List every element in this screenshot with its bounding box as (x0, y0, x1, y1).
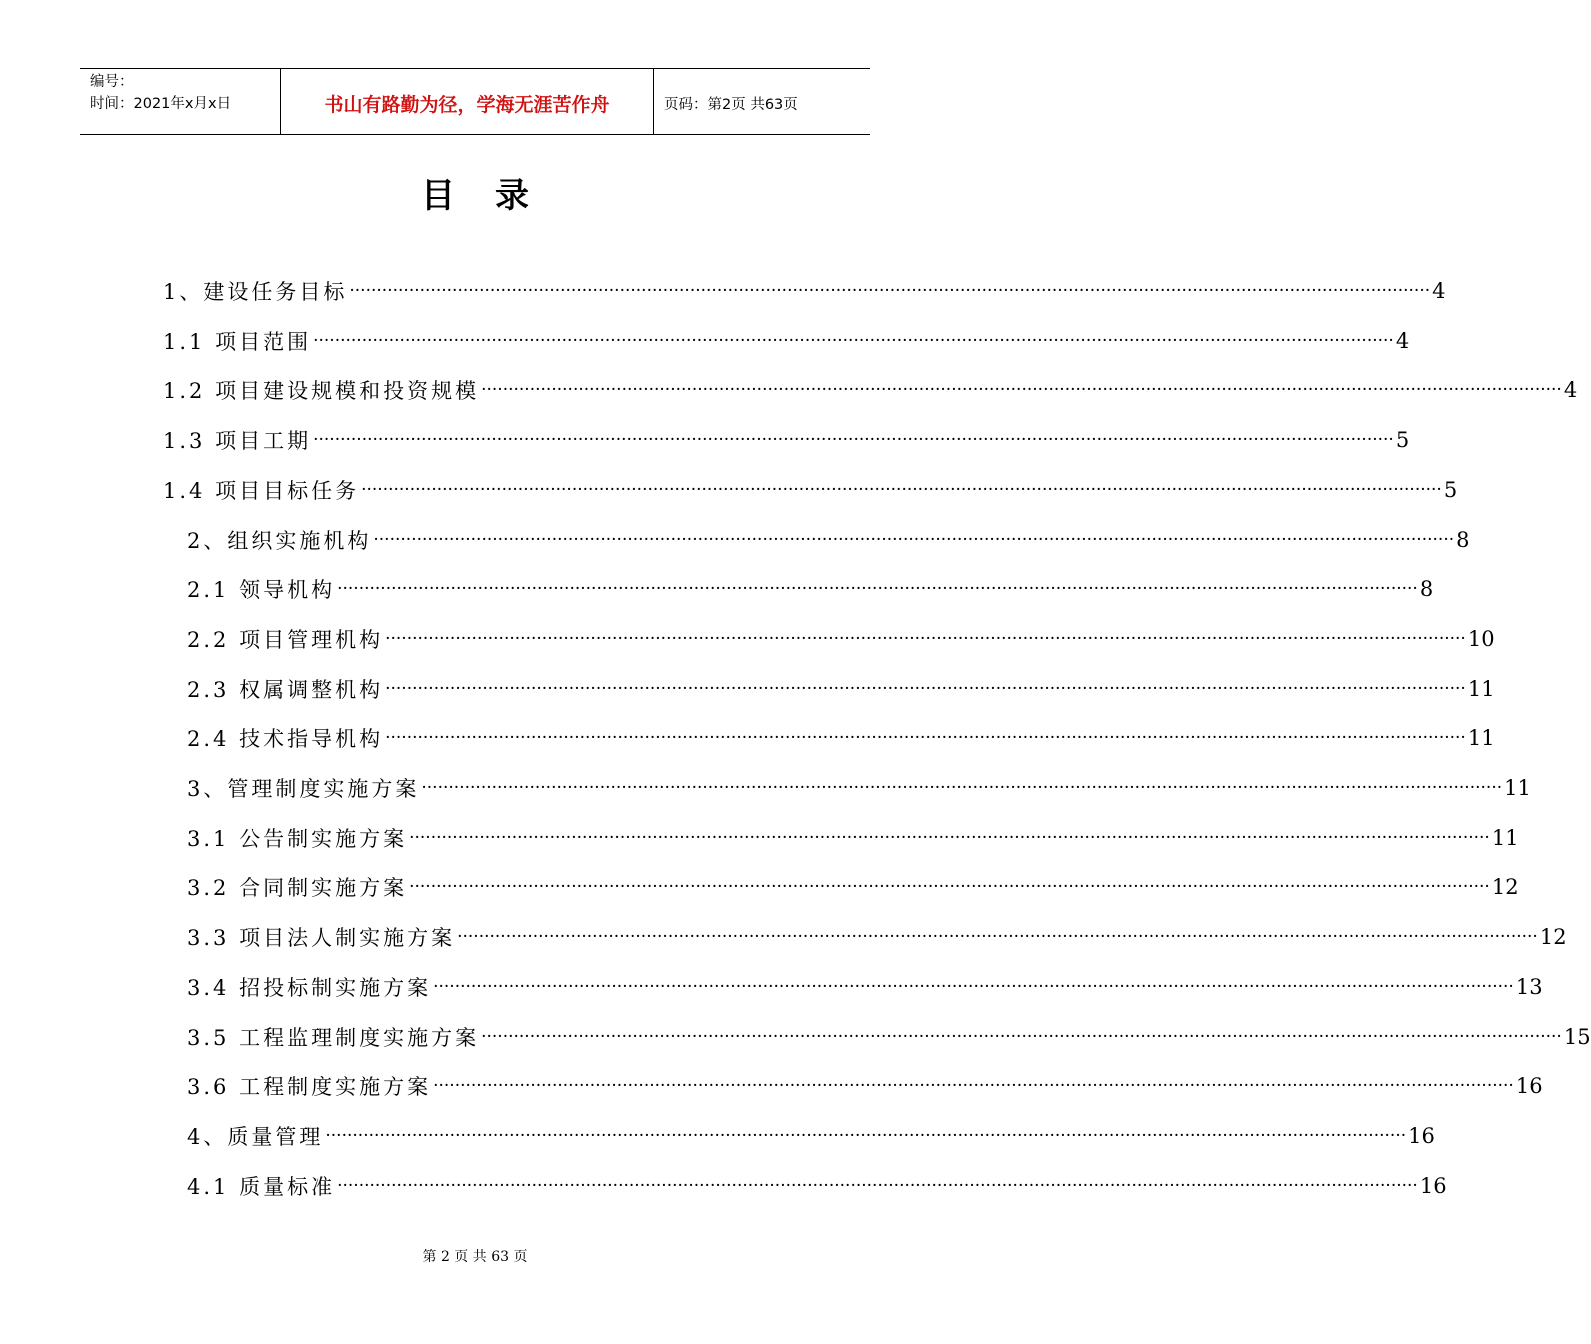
toc-leader-dots: ········································································································································································································ (433, 976, 1514, 997)
toc-entry-page: 15 (1563, 1024, 1591, 1049)
document-time-label: 时间：2021年x月x日 (90, 96, 232, 112)
header-meta (80, 69, 281, 134)
toc-entry-label: 3、管理制度实施方案 (187, 777, 420, 801)
toc-entry (163, 271, 1446, 311)
toc-leader-dots: ········································································································································································································ (313, 430, 1394, 451)
toc-leader-dots: ········································································································································································································ (421, 778, 1503, 798)
page-title: 目录 (421, 176, 569, 216)
toc-entry-label: 1.4 项目目标任务 (163, 478, 360, 503)
toc-entry-label: 1、建设任务目标 (163, 280, 348, 304)
page-header (80, 68, 870, 135)
header-motto (281, 69, 654, 134)
toc-entry-page: 12 (1539, 925, 1567, 950)
toc-leader-dots: ········································································································································································································ (349, 281, 1431, 301)
toc-entry (163, 321, 1410, 361)
toc-entry (187, 1166, 1447, 1206)
toc-entry-page: 11 (1467, 726, 1495, 751)
page-footer: 第 2 页 共 63 页 (422, 1249, 528, 1265)
toc-entry (163, 370, 1578, 410)
toc-entry-page: 11 (1467, 676, 1495, 701)
toc-entry (187, 520, 1470, 560)
toc-entry-label: 2.4 技术指导机构 (187, 727, 384, 752)
toc-leader-dots: ········································································································································································································ (325, 1125, 1407, 1146)
toc-entry (187, 867, 1519, 907)
toc-entry (187, 1017, 1591, 1057)
toc-entry-page: 4 (1395, 328, 1410, 353)
toc-entry-label: 1.3 项目工期 (163, 429, 312, 454)
toc-leader-dots: ········································································································································································································ (385, 728, 1466, 749)
toc-entry-page: 11 (1491, 825, 1519, 850)
toc-entry-label: 3.1 公告制实施方案 (187, 826, 408, 851)
toc-entry (187, 1116, 1435, 1156)
toc-entry-label: 4.1 质量标准 (187, 1174, 336, 1199)
toc-entry-page: 4 (1563, 378, 1578, 403)
toc-leader-dots: ········································································································································································································ (361, 479, 1442, 500)
page-info-text: 页码：第2页 共63页 (664, 97, 798, 113)
toc-entry-label: 2.2 项目管理机构 (187, 627, 384, 652)
toc-entry (163, 420, 1410, 460)
toc-leader-dots: ········································································································································································································ (457, 927, 1538, 948)
toc-entry-page: 8 (1419, 577, 1434, 602)
toc-entry-page: 12 (1491, 875, 1519, 900)
toc-entry-page: 5 (1443, 477, 1458, 502)
motto-text: 书山有路勤为径，学海无涯苦作舟 (324, 94, 610, 116)
toc-entry-label: 3.5 工程监理制度实施方案 (187, 1025, 480, 1050)
toc-entry (187, 1066, 1543, 1106)
toc-leader-dots: ········································································································································································································ (313, 330, 1394, 351)
toc-entry-page: 16 (1515, 1074, 1543, 1099)
toc-leader-dots: ········································································································································································································ (337, 1175, 1418, 1196)
toc-leader-dots: ········································································································································································································ (373, 529, 1455, 550)
toc-entry-label: 2.1 领导机构 (187, 578, 336, 603)
toc-entry-page: 4 (1432, 279, 1446, 303)
toc-leader-dots: ········································································································································································································ (481, 1026, 1562, 1047)
toc-entry-page: 5 (1395, 428, 1410, 453)
toc-entry-page: 11 (1504, 776, 1531, 800)
toc-leader-dots: ········································································································································································································ (385, 678, 1466, 699)
toc-entry (187, 619, 1495, 659)
toc-entry-page: 8 (1456, 527, 1470, 552)
toc-leader-dots: ········································································································································································································ (409, 877, 1490, 898)
toc-entry-page: 16 (1408, 1123, 1435, 1148)
toc-entry (187, 818, 1519, 858)
toc-entry (187, 669, 1495, 709)
toc-entry (187, 569, 1434, 609)
toc-entry-label: 4、质量管理 (187, 1124, 324, 1149)
toc-entry-label: 3.3 项目法人制实施方案 (187, 926, 456, 951)
toc-entry-label: 3.2 合同制实施方案 (187, 876, 408, 901)
toc-entry (187, 917, 1567, 957)
toc-entry-label: 3.6 工程制度实施方案 (187, 1075, 432, 1100)
document-number-label: 编号： (90, 74, 134, 90)
toc-entry-label: 2、组织实施机构 (187, 528, 372, 553)
toc-entry (187, 768, 1531, 808)
toc-entry (163, 470, 1458, 510)
toc-leader-dots: ········································································································································································································ (337, 579, 1418, 600)
toc-leader-dots: ········································································································································································································ (385, 628, 1466, 649)
toc-entry-page: 13 (1515, 974, 1543, 999)
toc-entry-label: 1.1 项目范围 (163, 329, 312, 354)
toc-leader-dots: ········································································································································································································ (409, 827, 1490, 848)
toc-entry-label: 2.3 权属调整机构 (187, 677, 384, 702)
toc-leader-dots: ········································································································································································································ (481, 380, 1562, 401)
header-page-info (654, 69, 870, 134)
toc-entry (187, 718, 1495, 758)
toc-entry-label: 1.2 项目建设规模和投资规模 (163, 379, 480, 404)
toc-entry-page: 10 (1467, 626, 1495, 651)
toc-entry-label: 3.4 招投标制实施方案 (187, 975, 432, 1000)
toc-entry-page: 16 (1419, 1173, 1447, 1198)
toc-leader-dots: ········································································································································································································ (433, 1076, 1514, 1097)
toc-entry (187, 967, 1543, 1007)
